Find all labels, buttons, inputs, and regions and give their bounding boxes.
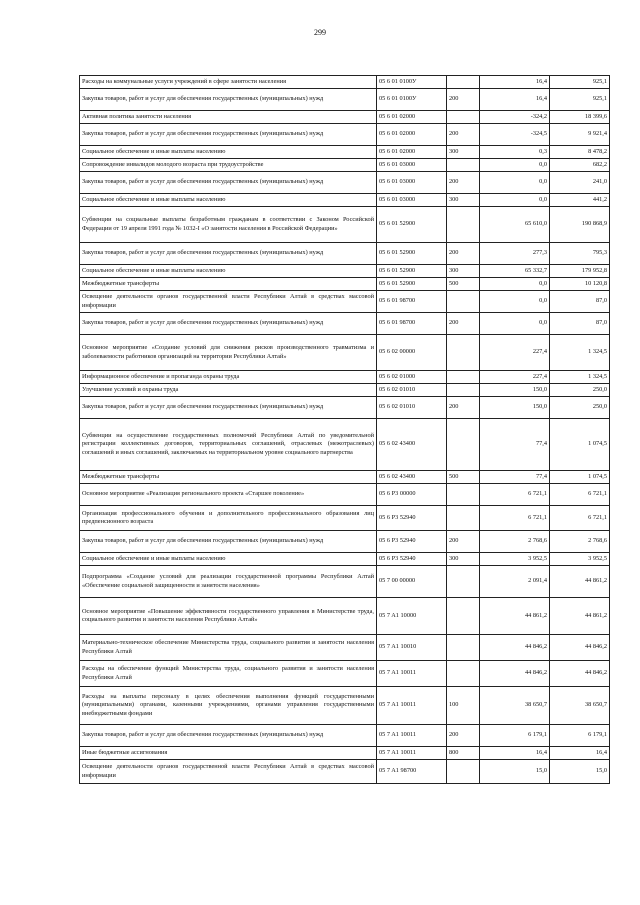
table-row (80, 566, 610, 598)
row-name-cell: Основное мероприятие «Повышение эффективности государственного управления в Министерстве труда, социального развития и занятости населения Республики Алтай» (80, 598, 377, 635)
table-row (80, 194, 610, 207)
row-expense-type-cell (447, 566, 480, 598)
row-expense-type-cell (447, 111, 480, 124)
row-amount-total-cell: 241,0 (550, 172, 610, 194)
row-code-cell: 05 6 P3 00000 (377, 484, 447, 506)
row-name-cell: Субвенции на осуществление государственных полномочий Республики Алтай по уведомительной регистрации коллективных договоров, территориальных соглашений, отраслевых (межотраслевых) соглашений и иных соглашений, заключаемых на территориальном уровне социального партнерства (80, 419, 377, 471)
row-amount-change-cell: 65 332,7 (480, 265, 550, 278)
row-expense-type-cell: 300 (447, 553, 480, 566)
row-name-cell: Социальное обеспечение и иные выплаты населению (80, 194, 377, 207)
row-amount-change-cell: 44 846,2 (480, 635, 550, 661)
row-amount-total-cell: 44 846,2 (550, 661, 610, 687)
row-amount-change-cell: 0,0 (480, 291, 550, 313)
table-row (80, 760, 610, 784)
row-name-cell: Основное мероприятие «Реализация регионального проекта «Старшее поколение» (80, 484, 377, 506)
row-expense-type-cell (447, 291, 480, 313)
row-code-cell: 05 6 02 43400 (377, 471, 447, 484)
table-row (80, 661, 610, 687)
row-code-cell: 05 7 A1 98700 (377, 760, 447, 784)
row-name-cell: Закупка товаров, работ и услуг для обеспечения государственных (муниципальных) нужд (80, 725, 377, 747)
row-code-cell: 05 6 01 0100У (377, 76, 447, 89)
row-name-cell: Закупка товаров, работ и услуг для обеспечения государственных (муниципальных) нужд (80, 397, 377, 419)
row-amount-change-cell: 0,0 (480, 194, 550, 207)
row-amount-change-cell: 227,4 (480, 371, 550, 384)
row-amount-change-cell: 16,4 (480, 76, 550, 89)
row-amount-total-cell: 6 721,1 (550, 484, 610, 506)
row-amount-change-cell: 2 091,4 (480, 566, 550, 598)
row-amount-change-cell: 65 610,0 (480, 207, 550, 243)
row-amount-change-cell: 6 721,1 (480, 484, 550, 506)
row-name-cell: Материально-техническое обеспечение Министерства труда, социального развития и занятости населения Республики Алтай (80, 635, 377, 661)
row-name-cell: Расходы на обеспечение функций Министерства труда, социального развития и занятости населения Республики Алтай (80, 661, 377, 687)
row-code-cell: 05 6 P3 52940 (377, 553, 447, 566)
row-name-cell: Сопровождение инвалидов молодого возраста при трудоустройстве (80, 159, 377, 172)
budget-table (79, 75, 610, 784)
row-amount-total-cell: 15,0 (550, 760, 610, 784)
row-code-cell: 05 6 01 98700 (377, 313, 447, 335)
row-amount-total-cell: 16,4 (550, 747, 610, 760)
row-code-cell: 05 6 01 03000 (377, 194, 447, 207)
row-code-cell: 05 7 A1 10011 (377, 725, 447, 747)
row-code-cell: 05 6 02 01000 (377, 371, 447, 384)
table-row (80, 553, 610, 566)
row-amount-total-cell: 3 952,5 (550, 553, 610, 566)
row-amount-change-cell: 38 650,7 (480, 687, 550, 725)
row-amount-change-cell: 0,0 (480, 159, 550, 172)
row-code-cell: 05 6 P3 52940 (377, 506, 447, 531)
row-code-cell: 05 6 01 0100У (377, 89, 447, 111)
page-number: 299 (314, 28, 326, 37)
row-expense-type-cell (447, 506, 480, 531)
table-row (80, 747, 610, 760)
row-amount-total-cell: 441,2 (550, 194, 610, 207)
row-name-cell: Основное мероприятие «Создание условий для снижения рисков производственного травматизма и заболеваемости работников организаций на территории Республики Алтай» (80, 335, 377, 371)
table-row (80, 598, 610, 635)
row-name-cell: Субвенции на социальные выплаты безработным гражданам в соответствии с Законом Российской Федерации от 19 апреля 1991 года № 1032-I «О занятости населения в Российской Федерации» (80, 207, 377, 243)
row-name-cell: Информационное обеспечение и пропаганда охраны труда (80, 371, 377, 384)
row-expense-type-cell (447, 335, 480, 371)
row-expense-type-cell (447, 661, 480, 687)
row-amount-total-cell: 795,3 (550, 243, 610, 265)
row-name-cell: Подпрограмма «Создание условий для реализации государственной программы Республики Алтай «Обеспечение социальной защищенности и занятости населения» (80, 566, 377, 598)
row-amount-change-cell: 77,4 (480, 471, 550, 484)
row-amount-total-cell: 925,1 (550, 89, 610, 111)
row-expense-type-cell (447, 484, 480, 506)
row-amount-total-cell: 87,0 (550, 291, 610, 313)
row-expense-type-cell: 200 (447, 725, 480, 747)
row-name-cell: Расходы на коммунальные услуги учреждений в сфере занятости населения (80, 76, 377, 89)
table-row (80, 371, 610, 384)
row-name-cell: Освещение деятельности органов государственной власти Республики Алтай в средствах массовой информации (80, 291, 377, 313)
row-code-cell: 05 7 A1 10000 (377, 598, 447, 635)
table-row (80, 159, 610, 172)
row-amount-total-cell: 1 074,5 (550, 419, 610, 471)
row-amount-change-cell: 16,4 (480, 747, 550, 760)
table-row (80, 111, 610, 124)
row-name-cell: Расходы на выплаты персоналу в целях обеспечения выполнения функций государственными (муниципальными) органами, казенными учреждениями, органами управления государственными внебюджетными фондами (80, 687, 377, 725)
row-code-cell: 05 6 01 98700 (377, 291, 447, 313)
table-row (80, 725, 610, 747)
table-row (80, 419, 610, 471)
row-name-cell: Освещение деятельности органов государственной власти Республики Алтай в средствах массовой информации (80, 760, 377, 784)
row-expense-type-cell: 200 (447, 313, 480, 335)
row-amount-total-cell: 925,1 (550, 76, 610, 89)
row-expense-type-cell: 200 (447, 243, 480, 265)
row-amount-total-cell: 250,0 (550, 384, 610, 397)
table-row (80, 635, 610, 661)
table-row (80, 471, 610, 484)
row-amount-total-cell: 10 120,8 (550, 278, 610, 291)
row-expense-type-cell: 200 (447, 89, 480, 111)
row-amount-change-cell: 77,4 (480, 419, 550, 471)
row-amount-change-cell: 2 768,6 (480, 531, 550, 553)
row-code-cell: 05 7 A1 10011 (377, 687, 447, 725)
row-amount-change-cell: 0,0 (480, 313, 550, 335)
row-expense-type-cell: 500 (447, 278, 480, 291)
row-expense-type-cell (447, 207, 480, 243)
table-row (80, 124, 610, 146)
row-expense-type-cell (447, 760, 480, 784)
row-code-cell: 05 6 01 03000 (377, 172, 447, 194)
budget-table-body (80, 76, 610, 784)
row-amount-total-cell: 6 721,1 (550, 506, 610, 531)
row-amount-total-cell: 1 324,5 (550, 335, 610, 371)
row-expense-type-cell: 500 (447, 471, 480, 484)
row-expense-type-cell (447, 419, 480, 471)
row-code-cell: 05 7 A1 10010 (377, 635, 447, 661)
row-amount-total-cell: 87,0 (550, 313, 610, 335)
row-code-cell: 05 6 02 01010 (377, 397, 447, 419)
row-amount-total-cell: 1 324,5 (550, 371, 610, 384)
row-expense-type-cell: 300 (447, 265, 480, 278)
table-row (80, 291, 610, 313)
row-amount-total-cell: 44 861,2 (550, 566, 610, 598)
table-row (80, 172, 610, 194)
row-expense-type-cell: 200 (447, 397, 480, 419)
table-row (80, 313, 610, 335)
row-expense-type-cell: 200 (447, 172, 480, 194)
row-amount-change-cell: 277,3 (480, 243, 550, 265)
row-code-cell: 05 6 02 00000 (377, 335, 447, 371)
row-code-cell: 05 6 01 52900 (377, 207, 447, 243)
row-amount-change-cell: 3 952,5 (480, 553, 550, 566)
row-amount-change-cell: 0,0 (480, 172, 550, 194)
table-row (80, 384, 610, 397)
row-expense-type-cell: 300 (447, 146, 480, 159)
row-amount-total-cell: 1 074,5 (550, 471, 610, 484)
table-row (80, 243, 610, 265)
row-amount-total-cell: 9 921,4 (550, 124, 610, 146)
row-name-cell: Социальное обеспечение и иные выплаты населению (80, 265, 377, 278)
row-name-cell: Межбюджетные трансферты (80, 278, 377, 291)
row-amount-total-cell: 18 399,6 (550, 111, 610, 124)
row-amount-total-cell: 38 650,7 (550, 687, 610, 725)
row-amount-change-cell: 15,0 (480, 760, 550, 784)
row-amount-change-cell: 16,4 (480, 89, 550, 111)
row-name-cell: Закупка товаров, работ и услуг для обеспечения государственных (муниципальных) нужд (80, 243, 377, 265)
row-expense-type-cell: 200 (447, 124, 480, 146)
row-amount-change-cell: 227,4 (480, 335, 550, 371)
row-amount-total-cell: 190 868,9 (550, 207, 610, 243)
row-amount-change-cell: 44 861,2 (480, 598, 550, 635)
row-name-cell: Закупка товаров, работ и услуг для обеспечения государственных (муниципальных) нужд (80, 313, 377, 335)
row-name-cell: Закупка товаров, работ и услуг для обеспечения государственных (муниципальных) нужд (80, 89, 377, 111)
row-amount-change-cell: 6 721,1 (480, 506, 550, 531)
row-amount-total-cell: 8 478,2 (550, 146, 610, 159)
row-code-cell: 05 7 00 00000 (377, 566, 447, 598)
row-code-cell: 05 6 01 02000 (377, 146, 447, 159)
table-row (80, 397, 610, 419)
table-row (80, 335, 610, 371)
row-name-cell: Закупка товаров, работ и услуг для обеспечения государственных (муниципальных) нужд (80, 172, 377, 194)
row-name-cell: Межбюджетные трансферты (80, 471, 377, 484)
row-amount-total-cell: 682,2 (550, 159, 610, 172)
row-amount-change-cell: -324,5 (480, 124, 550, 146)
row-expense-type-cell: 300 (447, 194, 480, 207)
row-expense-type-cell: 100 (447, 687, 480, 725)
row-code-cell: 05 6 01 52900 (377, 243, 447, 265)
row-expense-type-cell (447, 635, 480, 661)
row-amount-change-cell: 150,0 (480, 397, 550, 419)
row-amount-total-cell: 6 179,1 (550, 725, 610, 747)
row-amount-total-cell: 44 861,2 (550, 598, 610, 635)
row-code-cell: 05 7 A1 10011 (377, 747, 447, 760)
row-code-cell: 05 6 P3 52940 (377, 531, 447, 553)
row-expense-type-cell: 800 (447, 747, 480, 760)
row-amount-total-cell: 2 768,6 (550, 531, 610, 553)
row-amount-change-cell: 0,3 (480, 146, 550, 159)
row-code-cell: 05 7 A1 10011 (377, 661, 447, 687)
row-code-cell: 05 6 01 52900 (377, 265, 447, 278)
row-amount-change-cell: -324,2 (480, 111, 550, 124)
row-expense-type-cell (447, 159, 480, 172)
row-amount-total-cell: 44 846,2 (550, 635, 610, 661)
row-expense-type-cell (447, 598, 480, 635)
row-name-cell: Социальное обеспечение и иные выплаты населению (80, 146, 377, 159)
row-amount-change-cell: 0,0 (480, 278, 550, 291)
row-name-cell: Закупка товаров, работ и услуг для обеспечения государственных (муниципальных) нужд (80, 124, 377, 146)
table-row (80, 146, 610, 159)
table-row (80, 265, 610, 278)
table-row (80, 484, 610, 506)
table-row (80, 687, 610, 725)
table-row (80, 278, 610, 291)
row-name-cell: Социальное обеспечение и иные выплаты населению (80, 553, 377, 566)
table-row (80, 506, 610, 531)
row-code-cell: 05 6 01 52900 (377, 278, 447, 291)
row-expense-type-cell: 200 (447, 531, 480, 553)
row-amount-change-cell: 44 846,2 (480, 661, 550, 687)
row-code-cell: 05 6 01 03000 (377, 159, 447, 172)
row-name-cell: Иные бюджетные ассигнования (80, 747, 377, 760)
row-amount-total-cell: 179 952,8 (550, 265, 610, 278)
row-amount-total-cell: 250,0 (550, 397, 610, 419)
row-expense-type-cell (447, 371, 480, 384)
table-row (80, 89, 610, 111)
row-amount-change-cell: 6 179,1 (480, 725, 550, 747)
row-name-cell: Организация профессионального обучения и дополнительного профессионального образования лиц предпенсионного возраста (80, 506, 377, 531)
row-name-cell: Активная политика занятости населения (80, 111, 377, 124)
table-row (80, 531, 610, 553)
row-expense-type-cell (447, 384, 480, 397)
row-name-cell: Улучшение условий и охраны труда (80, 384, 377, 397)
row-expense-type-cell (447, 76, 480, 89)
table-row (80, 207, 610, 243)
row-name-cell: Закупка товаров, работ и услуг для обеспечения государственных (муниципальных) нужд (80, 531, 377, 553)
table-row (80, 76, 610, 89)
row-code-cell: 05 6 01 02000 (377, 124, 447, 146)
row-code-cell: 05 6 02 01010 (377, 384, 447, 397)
row-code-cell: 05 6 02 43400 (377, 419, 447, 471)
row-amount-change-cell: 150,0 (480, 384, 550, 397)
row-code-cell: 05 6 01 02000 (377, 111, 447, 124)
